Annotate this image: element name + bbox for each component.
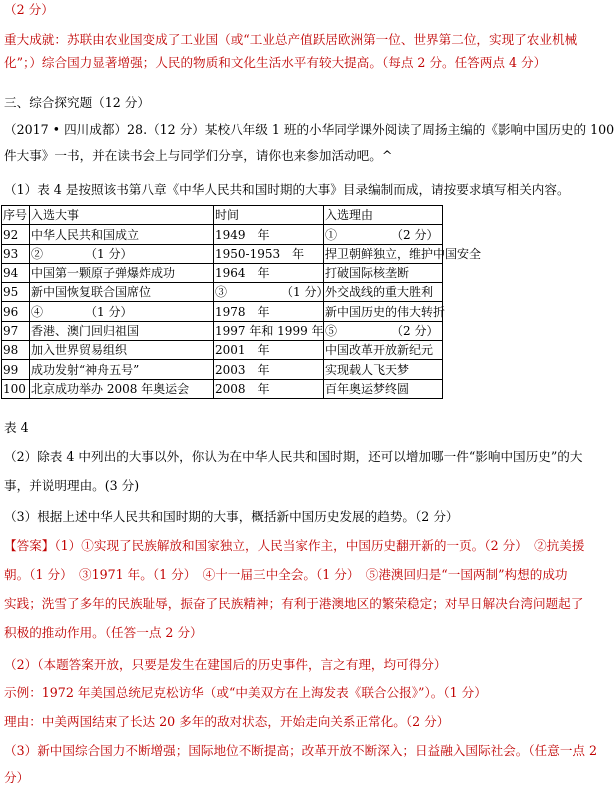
table-header-row [2, 206, 443, 225]
text-line: 化”；）综合国力显著增强；人民的物质和文化生活水平有较大提高。（每点 2 分。任答两点 4 分） [4, 55, 547, 70]
text-line: 重大成就：苏联由农业国变成了工业国（或“工业总产值跃居欧洲第一位、世界第二位，实现了农业机械 [4, 32, 578, 47]
text-line: 实践；洗雪了多年的民族耻辱，振奋了民族精神；有利于港澳地区的繁荣稳定；对早日解决台湾问题起了 [4, 596, 584, 611]
events-table [1, 205, 482, 399]
row-event: 成功发射“神舟五号” [30, 360, 214, 379]
text-line: （2 分） [4, 2, 54, 17]
row-reason: 中国改革开放新纪元 [324, 341, 443, 360]
text-line: （3）新中国综合国力不断增强；国际地位不断提高；改革开放不断深入；日益融入国际社会。（任意一点 2 [4, 743, 598, 758]
row-event: 中华人民共和国成立 [30, 225, 214, 244]
row-time: ③ （1 分） [214, 283, 324, 302]
row-reason: 外交战线的重大胜利 [324, 283, 443, 302]
row-time: 2001 年 [214, 341, 324, 360]
row-event: 新中国恢复联合国席位 [30, 283, 214, 302]
row-reason: 捍卫朝鲜独立，维护中国安全 [324, 244, 443, 263]
row-time: 1964 年 [214, 263, 324, 282]
row-time: 2003 年 [214, 360, 324, 379]
text-line: 朝。（1 分） ③1971 年。（1 分） ④十一届三中全会。（1 分） ⑤港澳回归是“一国两制”构想的成功 [4, 567, 568, 582]
row-index: 97 [2, 321, 30, 340]
text-line: 【答案】（1）①实现了民族解放和国家独立，人民当家作主，中国历史翻开新的一页。（2 分） ②抗美援 [4, 538, 585, 553]
text-line: 事，并说明理由。(3 分) [4, 478, 140, 493]
row-index: 93 [2, 244, 30, 263]
row-time: 2008 年 [214, 379, 324, 398]
row-index: 100 [2, 379, 30, 398]
header-time: 时间 [214, 206, 324, 225]
row-event: 中国第一颗原子弹爆炸成功 [30, 263, 214, 282]
text-line: 示例：1972 年美国总统尼克松访华（或“中美双方在上海发表《联合公报》”）。（1 分） [4, 685, 487, 700]
table-row [2, 244, 443, 263]
row-index: 96 [2, 302, 30, 321]
row-reason: 实现载人飞天梦 [324, 360, 443, 379]
row-index: 94 [2, 263, 30, 282]
text-line: 表 4 [4, 420, 29, 435]
text-line: （2）（本题答案开放，只要是发生在建国后的历史事件，言之有理，均可得分） [4, 657, 447, 672]
row-event: ④ （1 分） [30, 302, 214, 321]
header-index: 序号 [2, 206, 30, 225]
row-event: 加入世界贸易组织 [30, 341, 214, 360]
row-index: 99 [2, 360, 30, 379]
row-reason: 百年奥运梦终圆 [324, 379, 443, 398]
table-row [2, 321, 443, 340]
row-event: 北京成功举办 2008 年奥运会 [30, 379, 214, 398]
text-line: （2）除表 4 中列出的大事以外，你认为在中华人民共和国时期，还可以增加哪一件“影响中国历史”的大 [4, 449, 583, 464]
header-reason: 入选理由 [324, 206, 443, 225]
header-event: 入选大事 [30, 206, 214, 225]
row-reason: 新中国历史的伟大转折 [324, 302, 443, 321]
text-line: （1）表 4 是按照该书第八章《中华人民共和国时期的大事》目录编制而成，请按要求填写相关内容。 [4, 182, 570, 197]
text-line: 理由：中美两国结束了长达 20 多年的敌对状态，开始走向关系正常化。（2 分） [4, 714, 450, 729]
table-row [2, 302, 443, 321]
row-event: ② （1 分） [30, 244, 214, 263]
row-time: 1949 年 [214, 225, 324, 244]
row-reason: ⑤ （2 分） [324, 321, 443, 340]
row-time: 1997 年和 1999 年 [214, 321, 324, 340]
table-row [2, 225, 443, 244]
row-index: 98 [2, 341, 30, 360]
text-line: （3）根据上述中华人民共和国时期的大事，概括新中国历史发展的趋势。（2 分） [4, 509, 459, 524]
row-index: 92 [2, 225, 30, 244]
text-line: 三、综合探究题（12 分） [4, 95, 150, 110]
text-line: 件大事》一书，并在读书会上与同学们分享，请你也来参加活动吧。^ [4, 148, 393, 163]
table-row [2, 283, 443, 302]
table-row [2, 263, 443, 282]
text-line: 分） [4, 770, 30, 785]
row-time: 1978 年 [214, 302, 324, 321]
row-time: 1950-1953 年 [214, 244, 324, 263]
text-line: （2017 • 四川成都）28.（12 分）某校八年级 1 班的小华同学课外阅读了周扬主编的《影响中国历史的 100 [4, 122, 614, 137]
table-row [2, 341, 443, 360]
row-reason: ① （2 分） [324, 225, 443, 244]
text-line: 积极的推动作用。（任答一点 2 分） [4, 625, 203, 640]
row-index: 95 [2, 283, 30, 302]
table-row [2, 379, 443, 398]
row-event: 香港、澳门回归祖国 [30, 321, 214, 340]
table-row [2, 360, 443, 379]
row-reason: 打破国际核垄断 [324, 263, 443, 282]
